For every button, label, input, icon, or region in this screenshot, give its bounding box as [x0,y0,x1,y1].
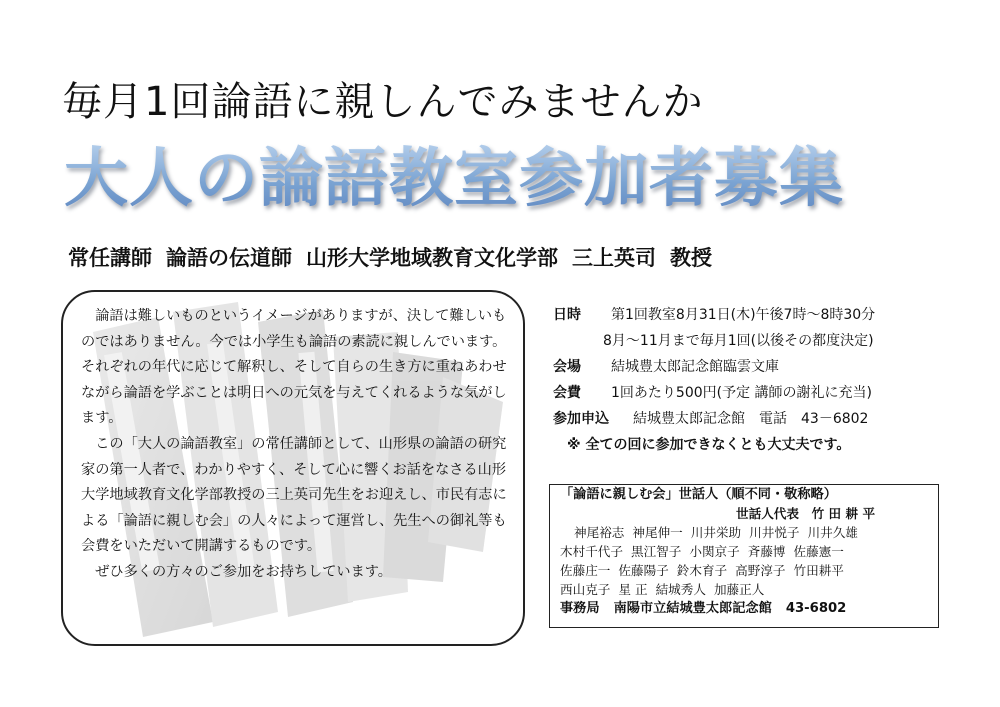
intro-paragraph-2: この「大人の論語教室」の常任講師として、山形県の論語の研究家の第一人者で、わかりやすく、そして心に響くお話をなさる山形大学地域教育文化学部教授の三上英司先生をお迎えし、市民有志による「論語に親しむ会」の人々によって運営し、先生への御礼等も会費をいただいて開講するものです。 [81,435,507,555]
member-row [550,561,938,580]
intro-paragraph-3: ぜひ多くの方々のご参加をお持ちしています。 [95,563,392,580]
office-label: 事務局 [560,601,600,616]
member-name: 神尾裕志 [574,525,625,540]
member-name: 星 正 [618,582,648,597]
apply-row [553,406,973,432]
instructor-line [68,243,958,273]
office-phone: 43-6802 [785,601,847,616]
member-row [550,542,938,561]
date-label: 日時 [553,307,581,323]
instructor-position: 教授 [670,246,712,270]
members-title: 「論語に親しむ会」世話人（順不同・敬称略） [560,487,837,502]
headline: 大人の論語教室参加者募集 [64,139,954,219]
attendance-note: ※ 全ての回に参加できなくとも大丈夫です。 [567,437,851,453]
member-name: 木村千代子 [560,544,623,559]
member-name: 斉藤博 [747,544,786,559]
date-value: 第1回教室8月31日(木)午後7時～8時30分 [611,307,876,323]
apply-label: 参加申込 [553,411,609,427]
member-name: 黒江智子 [630,544,682,559]
member-name: 佐藤陽子 [618,563,669,578]
note-row [553,432,973,458]
member-name: 佐藤庄一 [560,563,611,578]
venue-value: 結城豊太郎記念館臨雲文庫 [611,359,779,375]
member-name: 神尾伸一 [632,525,683,540]
members-representative: 世話人代表 竹 田 耕 平 [736,506,876,521]
fee-label: 会費 [553,385,581,401]
member-row [550,580,938,599]
member-name: 高野淳子 [735,563,786,578]
member-name: 川井悦子 [749,525,800,540]
members-box [549,484,939,628]
office-line [550,599,938,618]
member-name: 佐藤憲一 [793,544,844,559]
member-row [550,523,938,542]
office-name: 南陽市立結城豊太郎記念館 [613,601,772,616]
instructor-role: 常任講師 [68,246,152,270]
date-note-row [553,328,973,354]
fee-row [553,380,973,406]
member-name: 川井栄助 [690,525,742,540]
instructor-affiliation: 山形大学地域教育文化学部 [306,246,558,270]
apply-value: 結城豊太郎記念館 電話 43－6802 [633,411,869,427]
instructor-title: 論語の伝道師 [166,246,292,270]
date-row [553,302,973,328]
instructor-name: 三上英司 [572,246,656,270]
catchphrase: 毎月1回論語に親しんでみませんか [62,79,704,125]
member-name: 加藤正人 [713,582,765,597]
member-name: 竹田耕平 [793,563,844,578]
date-note: 8月～11月まで毎月1回(以後その都度決定) [603,333,874,349]
event-details [553,302,973,458]
member-name: 川井久雄 [807,525,858,540]
venue-row [553,354,973,380]
member-name: 鈴木育子 [676,563,728,578]
member-name: 西山克子 [560,582,611,597]
intro-text [81,304,511,586]
intro-box [61,290,525,646]
member-name: 小関京子 [689,544,740,559]
member-name: 結城秀人 [655,582,706,597]
intro-paragraph-1: 論語は難しいものというイメージがありますが、決して難しいものではありません。今では小学生も論語の素読に親しんでいます。それぞれの年代に応じて解釈し、そして自らの生き方に重ねあわせながら論語を学ぶことは明日への元気を与えてくれるような気がします。 [81,308,507,427]
venue-label: 会場 [553,359,581,375]
fee-value: 1回あたり500円(予定 講師の謝礼に充当) [611,385,873,401]
